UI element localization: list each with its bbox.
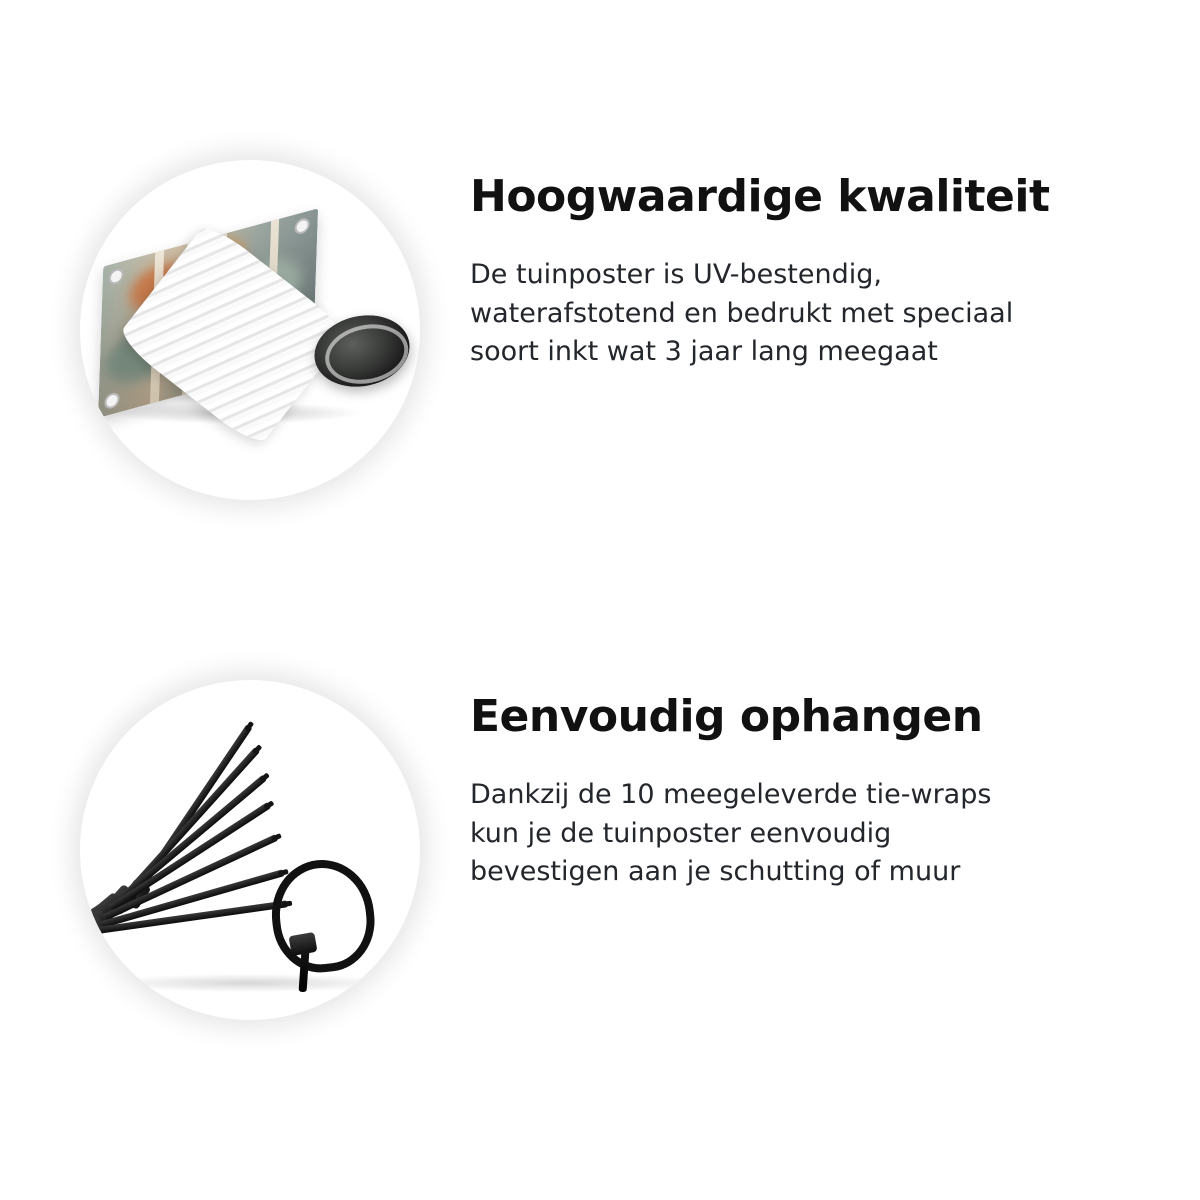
poster-eyelet-icon [104,391,120,410]
feature-hanging-description-line: Dankzij de 10 meegeleverde tie-wraps [470,779,992,811]
poster-image-circle [80,160,420,500]
feature-hanging-text [470,660,1200,891]
poster-roll [208,220,418,425]
rolled-garden-poster-image [88,220,418,450]
feature-quality-title: Hoogwaardige kwaliteit [470,171,1050,222]
feature-quality-description-line: De tuinposter is UV-bestendig, [470,259,882,291]
feature-quality-text [470,140,1200,371]
feature-quality-media [0,140,470,540]
feature-hanging-description [470,776,1160,891]
feature-quality-description [470,256,1160,371]
tie-wraps-image [94,738,414,968]
feature-quality-description-line: soort inkt wat 3 jaar lang meegaat [470,335,938,367]
feature-hanging-title: Eenvoudig ophangen [470,691,983,742]
feature-hanging-media [0,660,470,1060]
feature-quality [0,140,1200,540]
tie-wraps-image-circle [80,680,420,1020]
tie-wraps-shadow [104,974,394,992]
feature-quality-description-line: waterafstotend en bedrukt met speciaal [470,297,1014,329]
feature-hanging [0,660,1200,1060]
feature-hanging-description-line: kun je de tuinposter eenvoudig [470,817,892,849]
feature-hanging-description-line: bevestigen aan je schutting of muur [470,855,961,887]
poster-eyelet-icon [108,267,124,286]
